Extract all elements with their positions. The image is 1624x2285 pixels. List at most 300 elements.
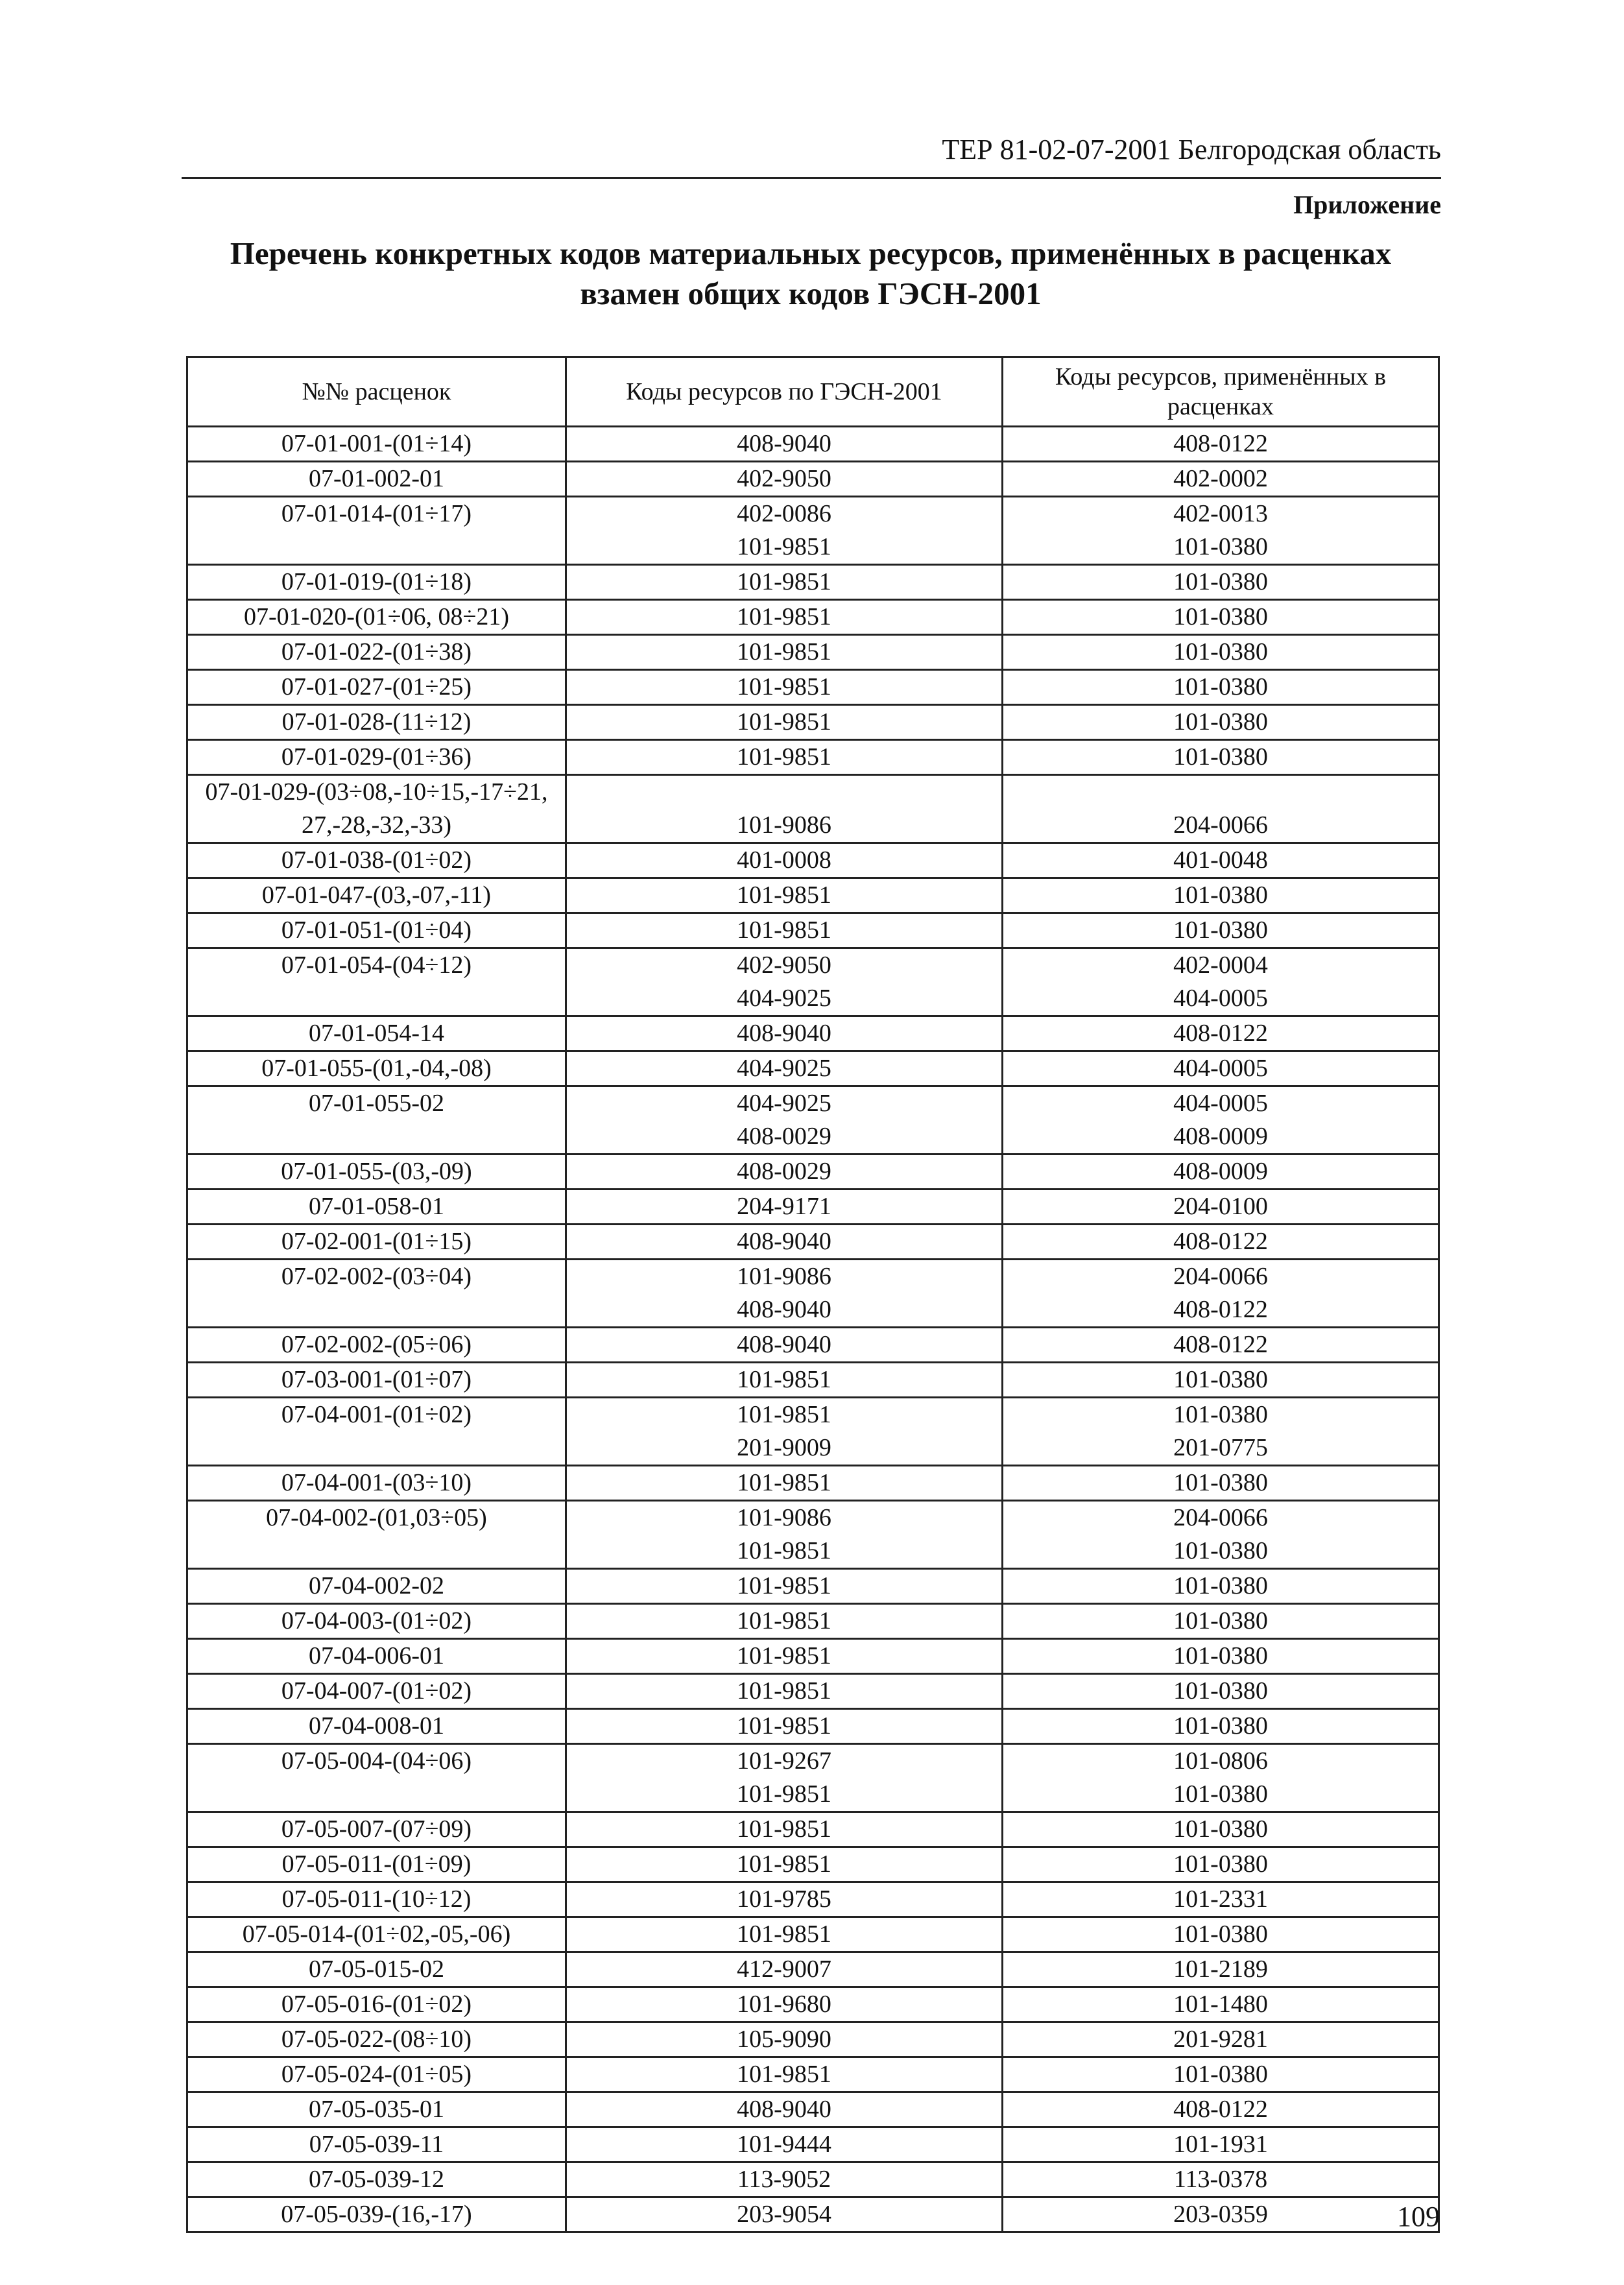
- table-row: [187, 1501, 1439, 1569]
- rate-cell-line: 07-01-055-(01,-04,-08): [261, 1055, 492, 1082]
- table-row: [187, 1812, 1439, 1847]
- gesn-code-cell-line: 101-9851: [737, 673, 831, 700]
- applied-code-cell-line: 408-0122: [1173, 1296, 1268, 1323]
- gesn-code-cell-line: 402-9050: [737, 465, 831, 492]
- rate-cell-line: 07-05-004-(04÷06): [281, 1747, 472, 1775]
- gesn-code-cell: [566, 497, 1003, 565]
- rate-cell: [187, 878, 566, 913]
- applied-code-cell: [1003, 843, 1439, 878]
- rate-cell: [187, 1987, 566, 2022]
- rate-cell: [187, 1260, 566, 1328]
- gesn-code-cell-line: 408-9040: [737, 1296, 831, 1323]
- table-row: [187, 1604, 1439, 1639]
- gesn-code-cell-line: 412-9007: [737, 1956, 831, 1983]
- applied-code-cell: [1003, 1190, 1439, 1225]
- gesn-code-cell: [566, 2057, 1003, 2092]
- gesn-code-cell-line: 101-9267: [737, 1747, 831, 1775]
- rate-cell: [187, 1917, 566, 1952]
- gesn-code-cell-line: 101-9851: [737, 1815, 831, 1843]
- rate-cell-line: 07-04-003-(01÷02): [281, 1607, 472, 1634]
- rate-cell-line: 07-05-016-(01÷02): [281, 1991, 472, 2018]
- applied-code-cell-line: 408-0122: [1173, 430, 1268, 457]
- rate-cell: [187, 740, 566, 775]
- applied-code-cell: [1003, 427, 1439, 462]
- gesn-code-cell-line: 101-9785: [737, 1885, 831, 1913]
- rate-cell-line: 07-04-006-01: [309, 1642, 444, 1669]
- gesn-code-cell: [566, 1363, 1003, 1398]
- table-row: [187, 1569, 1439, 1604]
- rate-cell: [187, 1190, 566, 1225]
- rate-cell-line: 07-04-001-(01÷02): [281, 1401, 472, 1428]
- applied-code-cell-line: 408-0009: [1173, 1158, 1268, 1185]
- rate-cell-line: 07-01-029-(03÷08,-10÷15,-17÷21,: [205, 778, 548, 806]
- applied-code-cell-line: 101-0380: [1173, 1401, 1268, 1428]
- applied-code-cell-line: 402-0004: [1173, 951, 1268, 979]
- column-header-applied-code: Коды ресурсов, применённых в расценках: [1003, 357, 1439, 427]
- gesn-code-cell: [566, 1639, 1003, 1674]
- rate-cell-line: 07-02-001-(01÷15): [281, 1228, 472, 1255]
- gesn-code-cell-line: 101-9086: [737, 1504, 831, 1531]
- table-row: [187, 462, 1439, 497]
- applied-code-cell: [1003, 1604, 1439, 1639]
- rate-cell-line: 07-05-022-(08÷10): [281, 2026, 472, 2053]
- gesn-code-cell-line: 408-9040: [737, 1020, 831, 1047]
- applied-code-cell-line: [1003, 776, 1438, 809]
- applied-code-cell-line: 408-0122: [1173, 1228, 1268, 1255]
- applied-code-cell: [1003, 1812, 1439, 1847]
- gesn-code-cell: [566, 948, 1003, 1016]
- gesn-code-cell: [566, 1328, 1003, 1363]
- table-row: [187, 2057, 1439, 2092]
- gesn-code-cell: [566, 878, 1003, 913]
- rate-cell: [187, 1709, 566, 1744]
- applied-code-cell-line: 101-0380: [1173, 1537, 1268, 1564]
- applied-code-cell: [1003, 2057, 1439, 2092]
- gesn-code-cell-line: 101-9851: [737, 568, 831, 595]
- applied-code-cell-line: 204-0066: [1173, 1263, 1268, 1290]
- rate-cell-line: 07-04-008-01: [309, 1712, 444, 1740]
- gesn-code-cell-line: 101-9851: [737, 1642, 831, 1669]
- applied-code-cell: [1003, 1501, 1439, 1569]
- applied-code-cell: [1003, 1154, 1439, 1190]
- applied-code-cell: [1003, 1225, 1439, 1260]
- table-row: [187, 670, 1439, 705]
- rate-cell: [187, 1501, 566, 1569]
- gesn-code-cell-line: 402-9050: [737, 951, 831, 979]
- rate-cell-line: 07-01-058-01: [309, 1193, 444, 1220]
- applied-code-cell-line: 101-0380: [1173, 1780, 1268, 1808]
- applied-code-cell-line: 101-1480: [1173, 1991, 1268, 2018]
- applied-code-cell: [1003, 1987, 1439, 2022]
- gesn-code-cell-line: 101-9851: [737, 743, 831, 771]
- applied-code-cell-line: 101-0380: [1173, 638, 1268, 665]
- table-row: [187, 913, 1439, 948]
- table-row: [187, 2127, 1439, 2162]
- table-row: [187, 565, 1439, 600]
- applied-code-cell-line: 101-0380: [1173, 1712, 1268, 1740]
- gesn-code-cell-line: 101-9851: [737, 1920, 831, 1948]
- gesn-code-cell: [566, 1051, 1003, 1086]
- gesn-code-cell: [566, 1604, 1003, 1639]
- table-row: [187, 1882, 1439, 1917]
- applied-code-cell-line: 101-0380: [1173, 1607, 1268, 1634]
- table-row: [187, 497, 1439, 565]
- applied-code-cell-line: 101-0380: [1173, 916, 1268, 944]
- rate-cell-line: 07-01-020-(01÷06, 08÷21): [244, 603, 509, 630]
- applied-code-cell-line: 201-9281: [1173, 2026, 1268, 2053]
- rate-cell-line: 07-05-015-02: [309, 1956, 444, 1983]
- table-row: [187, 1952, 1439, 1987]
- applied-code-cell-line: 408-0122: [1173, 2096, 1268, 2123]
- table-row: [187, 635, 1439, 670]
- rate-cell: [187, 705, 566, 740]
- gesn-code-cell-line: 105-9090: [737, 2026, 831, 2053]
- gesn-code-cell-line: 101-9851: [737, 638, 831, 665]
- applied-code-cell-line: 101-0380: [1173, 1572, 1268, 1599]
- rate-cell-line: 07-05-039-11: [309, 2131, 444, 2158]
- gesn-code-cell-line: 408-9040: [737, 1331, 831, 1358]
- rate-cell: [187, 2127, 566, 2162]
- applied-code-cell: [1003, 2127, 1439, 2162]
- applied-code-cell: [1003, 740, 1439, 775]
- gesn-code-cell: [566, 1225, 1003, 1260]
- rate-cell: [187, 2022, 566, 2057]
- rate-cell-line: 07-04-001-(03÷10): [281, 1469, 472, 1496]
- rate-cell-line: 27,-28,-32,-33): [301, 811, 452, 839]
- gesn-code-cell: [566, 1154, 1003, 1190]
- table-row: [187, 2162, 1439, 2197]
- table-row: [187, 1709, 1439, 1744]
- table-row: [187, 1674, 1439, 1709]
- gesn-code-cell-line: 408-9040: [737, 1228, 831, 1255]
- gesn-code-cell: [566, 1744, 1003, 1812]
- applied-code-cell: [1003, 497, 1439, 565]
- rate-cell: [187, 913, 566, 948]
- rate-cell-line: 07-05-007-(07÷09): [281, 1815, 472, 1843]
- applied-code-cell: [1003, 913, 1439, 948]
- rate-cell-line: 07-05-039-(16,-17): [281, 2201, 472, 2228]
- gesn-code-cell-line: 101-9851: [737, 1607, 831, 1634]
- gesn-code-cell: [566, 1086, 1003, 1154]
- rate-cell-line: 07-01-019-(01÷18): [281, 568, 472, 595]
- rate-cell-line: 07-01-054-14: [309, 1020, 444, 1047]
- gesn-code-cell-line: 201-9009: [737, 1434, 831, 1461]
- rate-cell-line: 07-04-002-02: [309, 1572, 444, 1599]
- table-row: [187, 1016, 1439, 1051]
- rate-cell-line: 07-01-051-(01÷04): [281, 916, 472, 944]
- gesn-code-cell-line: 401-0008: [737, 846, 831, 874]
- table-row: [187, 1086, 1439, 1154]
- gesn-code-cell-line: 402-0086: [737, 500, 831, 527]
- gesn-code-cell-line: 408-0029: [737, 1123, 831, 1150]
- rate-cell-line: 07-01-054-(04÷12): [281, 951, 472, 979]
- rate-cell-line: 07-05-039-12: [309, 2166, 444, 2193]
- gesn-code-cell: [566, 670, 1003, 705]
- table-row: [187, 843, 1439, 878]
- gesn-code-cell: [566, 565, 1003, 600]
- gesn-code-cell: [566, 635, 1003, 670]
- gesn-code-cell: [566, 1709, 1003, 1744]
- table-row: [187, 1987, 1439, 2022]
- rate-cell-line: 07-01-022-(01÷38): [281, 638, 472, 665]
- gesn-code-cell: [566, 1501, 1003, 1569]
- gesn-code-cell-line: [567, 776, 1001, 809]
- rate-cell: [187, 843, 566, 878]
- rate-cell-line: 07-01-038-(01÷02): [281, 846, 472, 874]
- applied-code-cell-line: 101-0380: [1173, 743, 1268, 771]
- gesn-code-cell: [566, 913, 1003, 948]
- rate-cell-line: 07-01-047-(03,-07,-11): [261, 881, 492, 909]
- rate-cell: [187, 1744, 566, 1812]
- applied-code-cell-line: 204-0066: [1173, 1504, 1268, 1531]
- applied-code-cell: [1003, 1051, 1439, 1086]
- table-row: [187, 1260, 1439, 1328]
- gesn-code-cell: [566, 1016, 1003, 1051]
- applied-code-cell: [1003, 1328, 1439, 1363]
- applied-code-cell: [1003, 2022, 1439, 2057]
- applied-code-cell: [1003, 1709, 1439, 1744]
- rate-cell: [187, 1604, 566, 1639]
- gesn-code-cell-line: 101-9851: [737, 881, 831, 909]
- applied-code-cell: [1003, 1847, 1439, 1882]
- rate-cell: [187, 1086, 566, 1154]
- applied-code-cell-line: 101-0380: [1173, 881, 1268, 909]
- applied-code-cell-line: 408-0122: [1173, 1020, 1268, 1047]
- applied-code-cell: [1003, 1260, 1439, 1328]
- applied-code-cell-line: 101-0380: [1173, 533, 1268, 560]
- gesn-code-cell: [566, 1812, 1003, 1847]
- rate-cell-line: 07-02-002-(05÷06): [281, 1331, 472, 1358]
- gesn-code-cell: [566, 1674, 1003, 1709]
- gesn-code-cell: [566, 600, 1003, 635]
- applied-code-cell: [1003, 1917, 1439, 1952]
- table-row: [187, 1154, 1439, 1190]
- applied-code-cell: [1003, 462, 1439, 497]
- applied-code-cell-line: 101-0380: [1173, 1677, 1268, 1705]
- rate-cell-line: 07-01-014-(01÷17): [281, 500, 472, 527]
- rate-cell-line: 07-05-014-(01÷02,-05,-06): [242, 1920, 511, 1948]
- gesn-code-cell-line: 408-9040: [737, 430, 831, 457]
- rate-cell: [187, 1639, 566, 1674]
- header-rule: [182, 177, 1441, 179]
- gesn-code-cell-line: 101-9851: [737, 603, 831, 630]
- applied-code-cell-line: 101-0380: [1173, 603, 1268, 630]
- applied-code-cell-line: 204-0100: [1173, 1193, 1268, 1220]
- gesn-code-cell-line: 101-9851: [737, 533, 831, 560]
- rate-cell: [187, 462, 566, 497]
- gesn-code-cell: [566, 1260, 1003, 1328]
- rate-cell: [187, 1225, 566, 1260]
- applied-code-cell-line: 203-0359: [1173, 2201, 1268, 2228]
- rate-cell: [187, 775, 566, 843]
- rate-cell: [187, 635, 566, 670]
- applied-code-cell: [1003, 635, 1439, 670]
- table-row: [187, 1847, 1439, 1882]
- gesn-code-cell: [566, 1847, 1003, 1882]
- table-row: [187, 948, 1439, 1016]
- applied-code-cell-line: 402-0002: [1173, 465, 1268, 492]
- gesn-code-cell-line: 101-9444: [737, 2131, 831, 2158]
- rate-cell: [187, 1051, 566, 1086]
- rate-cell-line: 07-01-028-(11÷12): [281, 708, 472, 736]
- table-body: [187, 427, 1439, 2232]
- rate-cell: [187, 497, 566, 565]
- rate-cell-line: 07-05-011-(01÷09): [281, 1850, 472, 1878]
- gesn-code-cell-line: 203-9054: [737, 2201, 831, 2228]
- table-header-row: [187, 357, 1439, 427]
- applied-code-cell: [1003, 948, 1439, 1016]
- gesn-code-cell-line: 101-9851: [737, 2061, 831, 2088]
- applied-code-cell-line: 401-0048: [1173, 846, 1268, 874]
- applied-code-cell-line: 404-0005: [1173, 1090, 1268, 1117]
- gesn-code-cell: [566, 2092, 1003, 2127]
- rate-cell: [187, 1466, 566, 1501]
- applied-code-cell: [1003, 1744, 1439, 1812]
- gesn-code-cell: [566, 843, 1003, 878]
- rate-cell-line: 07-01-001-(01÷14): [281, 430, 472, 457]
- gesn-code-cell: [566, 1987, 1003, 2022]
- rate-cell-line: 07-01-055-(03,-09): [281, 1158, 472, 1185]
- gesn-code-cell: [566, 462, 1003, 497]
- applied-code-cell-line: 101-1931: [1173, 2131, 1268, 2158]
- applied-code-cell-line: 101-2189: [1173, 1956, 1268, 1983]
- rate-cell: [187, 1363, 566, 1398]
- document-title-line-2: взамен общих кодов ГЭСН-2001: [580, 276, 1042, 311]
- codes-table: [186, 356, 1440, 2233]
- applied-code-cell-line: 101-0380: [1173, 1642, 1268, 1669]
- applied-code-cell-line: 201-0775: [1173, 1434, 1268, 1461]
- rate-cell: [187, 1812, 566, 1847]
- appendix-label: Приложение: [1293, 190, 1441, 219]
- document-title: [130, 233, 1492, 314]
- gesn-code-cell-line: 404-9025: [737, 1055, 831, 1082]
- column-header-rate: №№ расценок: [187, 357, 566, 427]
- rate-cell: [187, 1328, 566, 1363]
- gesn-code-cell-line: 101-9851: [737, 1712, 831, 1740]
- rate-cell-line: 07-04-007-(01÷02): [281, 1677, 472, 1705]
- applied-code-cell-line: 101-0380: [1173, 568, 1268, 595]
- gesn-code-cell: [566, 2022, 1003, 2057]
- applied-code-cell-line: 408-0009: [1173, 1123, 1268, 1150]
- gesn-code-cell: [566, 427, 1003, 462]
- gesn-code-cell-line: 404-9025: [737, 985, 831, 1012]
- applied-code-cell: [1003, 1882, 1439, 1917]
- gesn-code-cell: [566, 1952, 1003, 1987]
- table-row: [187, 1328, 1439, 1363]
- rate-cell-line: 07-01-055-02: [309, 1090, 444, 1117]
- page-number: 109: [1397, 2201, 1440, 2232]
- gesn-code-cell-line: 101-9851: [737, 1677, 831, 1705]
- applied-code-cell-line: 101-0806: [1173, 1747, 1268, 1775]
- gesn-code-cell-line: 101-9851: [737, 916, 831, 944]
- rate-cell: [187, 1847, 566, 1882]
- gesn-code-cell-line: 101-9851: [737, 1537, 831, 1564]
- rate-cell: [187, 1016, 566, 1051]
- rate-cell: [187, 600, 566, 635]
- rate-cell: [187, 948, 566, 1016]
- gesn-code-cell-line: 101-9086: [737, 811, 831, 839]
- applied-code-cell: [1003, 2162, 1439, 2197]
- gesn-code-cell: [566, 2197, 1003, 2232]
- rate-cell: [187, 1398, 566, 1466]
- applied-code-cell-line: 404-0005: [1173, 1055, 1268, 1082]
- applied-code-cell: [1003, 1569, 1439, 1604]
- applied-code-cell: [1003, 1674, 1439, 1709]
- gesn-code-cell: [566, 1398, 1003, 1466]
- running-header: ТЕР 81-02-07-2001 Белгородская область: [942, 134, 1441, 165]
- applied-code-cell-line: 408-0122: [1173, 1331, 1268, 1358]
- codes-table-wrapper: [186, 356, 1438, 2233]
- gesn-code-cell-line: 113-9052: [737, 2166, 831, 2193]
- rate-cell: [187, 2162, 566, 2197]
- applied-code-cell: [1003, 2092, 1439, 2127]
- gesn-code-cell-line: 101-9851: [737, 1850, 831, 1878]
- table-row: [187, 2197, 1439, 2232]
- gesn-code-cell: [566, 2127, 1003, 2162]
- applied-code-cell: [1003, 775, 1439, 843]
- rate-cell-line: 07-01-002-01: [309, 465, 444, 492]
- applied-code-cell-line: 101-0380: [1173, 2061, 1268, 2088]
- gesn-code-cell-line: 101-9851: [737, 1469, 831, 1496]
- rate-cell: [187, 1154, 566, 1190]
- gesn-code-cell-line: 101-9851: [737, 1366, 831, 1393]
- applied-code-cell-line: 101-0380: [1173, 1850, 1268, 1878]
- gesn-code-cell: [566, 705, 1003, 740]
- gesn-code-cell-line: 101-9680: [737, 1991, 831, 2018]
- table-row: [187, 705, 1439, 740]
- rate-cell-line: 07-01-029-(01÷36): [281, 743, 472, 771]
- gesn-code-cell: [566, 1882, 1003, 1917]
- applied-code-cell: [1003, 1086, 1439, 1154]
- gesn-code-cell-line: 101-9851: [737, 1780, 831, 1808]
- gesn-code-cell: [566, 2162, 1003, 2197]
- gesn-code-cell: [566, 1466, 1003, 1501]
- applied-code-cell-line: 101-0380: [1173, 1815, 1268, 1843]
- rate-cell: [187, 670, 566, 705]
- table-row: [187, 1744, 1439, 1812]
- gesn-code-cell-line: 101-9086: [737, 1263, 831, 1290]
- table-row: [187, 1051, 1439, 1086]
- gesn-code-cell: [566, 1190, 1003, 1225]
- rate-cell: [187, 565, 566, 600]
- rate-cell-line: 07-05-024-(01÷05): [281, 2061, 472, 2088]
- applied-code-cell-line: 101-0380: [1173, 1920, 1268, 1948]
- rate-cell: [187, 1882, 566, 1917]
- applied-code-cell: [1003, 878, 1439, 913]
- rate-cell: [187, 1569, 566, 1604]
- rate-cell: [187, 1674, 566, 1709]
- rate-cell-line: 07-02-002-(03÷04): [281, 1263, 472, 1290]
- table-row: [187, 1917, 1439, 1952]
- rate-cell-line: 07-04-002-(01,03÷05): [266, 1504, 487, 1531]
- rate-cell-line: 07-05-011-(10÷12): [281, 1885, 472, 1913]
- table-row: [187, 2022, 1439, 2057]
- gesn-code-cell: [566, 740, 1003, 775]
- rate-cell: [187, 2092, 566, 2127]
- document-title-line-1: Перечень конкретных кодов материальных ресурсов, применённых в расценках: [230, 235, 1392, 271]
- applied-code-cell-line: 101-2331: [1173, 1885, 1268, 1913]
- table-row: [187, 878, 1439, 913]
- rate-cell-line: 07-03-001-(01÷07): [281, 1366, 472, 1393]
- table-row: [187, 1466, 1439, 1501]
- applied-code-cell: [1003, 1952, 1439, 1987]
- column-header-gesn-code: Коды ресурсов по ГЭСН-2001: [566, 357, 1003, 427]
- rate-cell: [187, 1952, 566, 1987]
- gesn-code-cell: [566, 1917, 1003, 1952]
- rate-cell: [187, 2057, 566, 2092]
- applied-code-cell: [1003, 670, 1439, 705]
- applied-code-cell: [1003, 600, 1439, 635]
